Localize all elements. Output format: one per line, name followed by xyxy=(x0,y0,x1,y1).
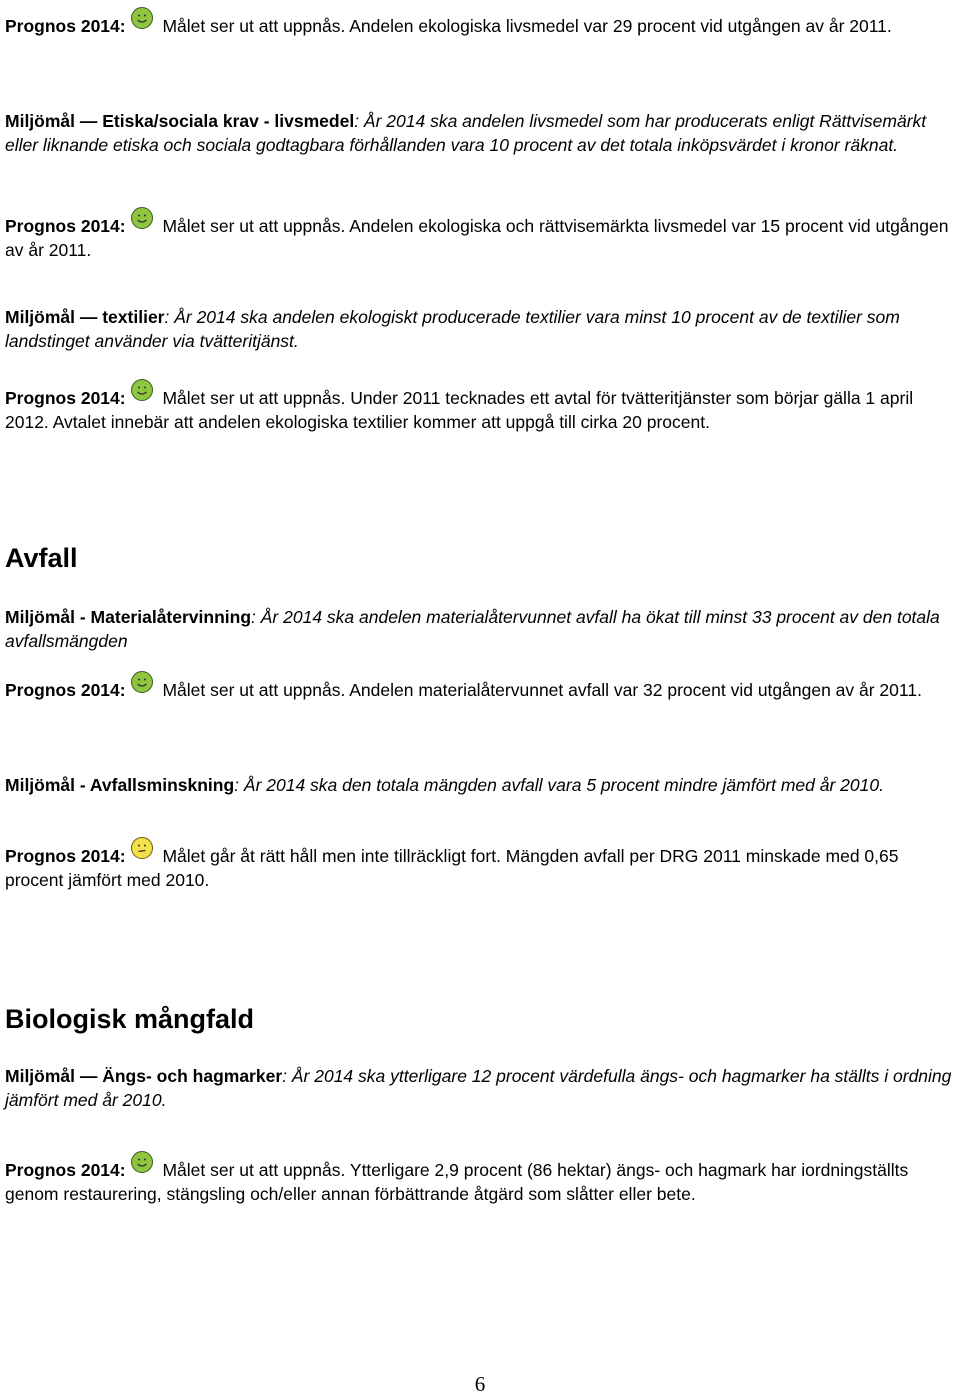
prognosis-paragraph xyxy=(5,1156,957,1206)
goal-text: : År 2014 ska andelen ekologiskt producerade textilier vara minst 10 procent av de textilier som landstinget använder via tvätteritjänst. xyxy=(5,307,900,351)
prognosis-text: Målet går åt rätt håll men inte tillräckligt fort. Mängden avfall per DRG 2011 minskade med 0,65 procent jämfört med 2010. xyxy=(5,846,899,890)
prognosis-paragraph xyxy=(5,12,957,39)
prognosis-label: Prognos 2014: xyxy=(5,680,126,700)
smiley-neutral-icon xyxy=(130,836,154,860)
prognosis-text: Målet ser ut att uppnås. Under 2011 tecknades ett avtal för tvätteritjänster som börjar gälla 1 april 2012. Avtalet innebär att andelen ekologiska textilier kommer att uppgå till cirka 20 procent. xyxy=(5,388,914,432)
smiley-happy-icon xyxy=(130,378,154,402)
smiley-happy-icon xyxy=(130,670,154,694)
goal-label: Miljömål — Ängs- och hagmarker xyxy=(5,1066,283,1086)
prognosis-text: Målet ser ut att uppnås. Andelen ekologiska och rättvisemärkta livsmedel var 15 procent vid utgången av år 2011. xyxy=(5,216,949,260)
goal-paragraph xyxy=(5,606,957,653)
prognosis-text: Målet ser ut att uppnås. Andelen materialåtervunnet avfall var 32 procent vid utgången av år 2011. xyxy=(157,680,922,700)
prognosis-label: Prognos 2014: xyxy=(5,388,126,408)
prognosis-label: Prognos 2014: xyxy=(5,16,126,36)
goal-paragraph xyxy=(5,306,957,353)
section-heading-avfall: Avfall xyxy=(5,543,78,573)
smiley-happy-icon xyxy=(130,1150,154,1174)
prognosis-paragraph xyxy=(5,212,957,262)
goal-paragraph xyxy=(5,1065,957,1112)
prognosis-paragraph xyxy=(5,676,957,703)
goal-paragraph xyxy=(5,110,957,157)
goal-text: : År 2014 ska den totala mängden avfall vara 5 procent mindre jämfört med år 2010. xyxy=(234,775,884,795)
prognosis-label: Prognos 2014: xyxy=(5,846,126,866)
goal-label: Miljömål - Avfallsminskning xyxy=(5,775,235,795)
prognosis-paragraph xyxy=(5,842,957,892)
goal-text: : År 2014 ska andelen livsmedel som har producerats enligt Rättvisemärkt eller liknande etiska och sociala godtagbara förhållanden vara 10 procent av det totala inköpsvärdet i kronor räknat. xyxy=(5,111,927,155)
goal-text: : År 2014 ska andelen materialåtervunnet avfall ha ökat till minst 33 procent av den totala avfallsmängden xyxy=(5,607,940,651)
goal-paragraph xyxy=(5,774,957,798)
prognosis-text: Målet ser ut att uppnås. Andelen ekologiska livsmedel var 29 procent vid utgången av år 2011. xyxy=(157,16,892,36)
section-heading-biologisk-mangfald: Biologisk mångfald xyxy=(5,1004,255,1034)
smiley-happy-icon xyxy=(130,6,154,30)
goal-label: Miljömål - Materialåtervinning xyxy=(5,607,252,627)
smiley-happy-icon xyxy=(130,206,154,230)
goal-label: Miljömål — textilier xyxy=(5,307,165,327)
prognosis-label: Prognos 2014: xyxy=(5,1160,126,1180)
prognosis-label: Prognos 2014: xyxy=(5,216,126,236)
goal-text: : År 2014 ska ytterligare 12 procent värdefulla ängs- och hagmarker ha ställts i ordning jämfört med år 2010. xyxy=(5,1066,952,1110)
goal-label: Miljömål — Etiska/sociala krav - livsmedel xyxy=(5,111,355,131)
prognosis-text: Målet ser ut att uppnås. Ytterligare 2,9 procent (86 hektar) ängs- och hagmark har iordningställts genom restaurering, stängsling och/eller annan förbättrande åtgärd som slåtter eller bete. xyxy=(5,1160,909,1204)
page-number: 6 xyxy=(474,1372,486,1396)
prognosis-paragraph xyxy=(5,384,957,434)
